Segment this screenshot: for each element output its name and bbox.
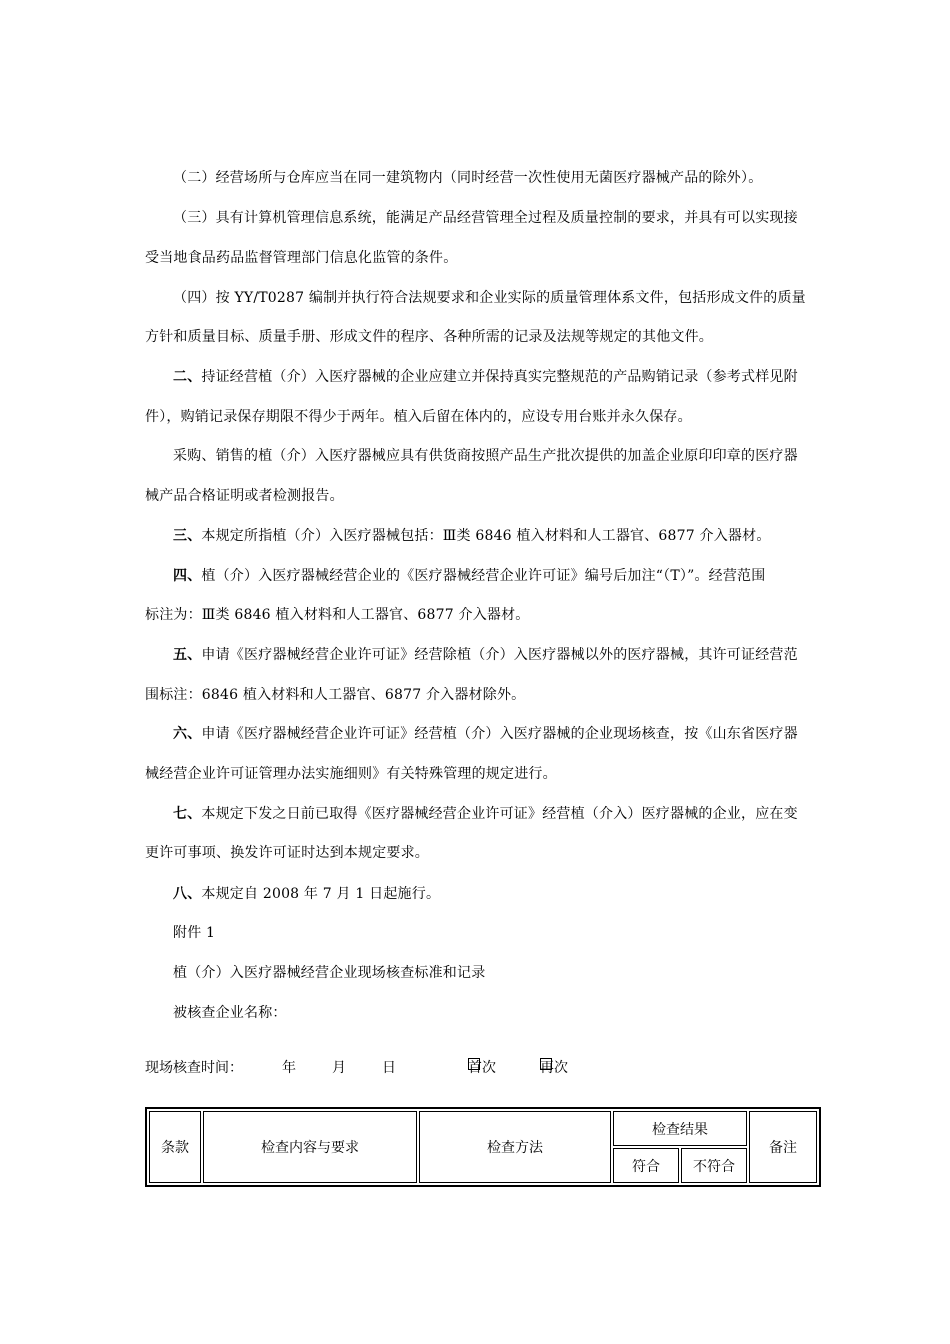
header-remark: 备注 xyxy=(749,1111,817,1183)
inspection-table xyxy=(145,1107,821,1187)
header-pass: 符合 xyxy=(613,1148,679,1183)
inspection-time-label: 现场核查时间： xyxy=(145,1060,243,1076)
inspection-time-row xyxy=(145,1058,810,1078)
first-inspection-label: 首次 xyxy=(468,1060,496,1076)
section-number: 三、 xyxy=(173,528,202,544)
section-3 xyxy=(173,526,838,546)
section-5-line-2: 围标注：6846 植入材料和人工器官、6877 介入器材除外。 xyxy=(145,687,526,703)
header-clause: 条款 xyxy=(149,1111,201,1183)
second-inspection-label: 再次 xyxy=(540,1060,568,1076)
section-number: 七、 xyxy=(173,806,202,822)
paragraph-3-line-1: （三）具有计算机管理信息系统，能满足产品经营管理全过程及质量控制的要求，并具有可以实现接 xyxy=(173,210,798,226)
section-8 xyxy=(173,884,838,904)
section-5-line-1 xyxy=(173,645,838,665)
header-method: 检查方法 xyxy=(419,1111,611,1183)
section-2-line-1 xyxy=(173,367,838,387)
paragraph-3-line-2: 受当地食品药品监督管理部门信息化监管的条件。 xyxy=(145,250,458,266)
paragraph-4-line-1: （四）按 YY/T0287 编制并执行符合法规要求和企业实际的质量管理体系文件，包括形成文件的质量 xyxy=(173,290,806,306)
section-4-line-2: 标注为：Ⅲ类 6846 植入材料和人工器官、6877 介入器材。 xyxy=(145,607,530,623)
section-number: 二、 xyxy=(173,369,202,385)
attachment-label: 附件 1 xyxy=(173,925,216,941)
section-text: 本规定自 2008 年 7 月 1 日起施行。 xyxy=(201,886,441,902)
section-6-line-2: 械经营企业许可证管理办法实施细则》有关特殊管理的规定进行。 xyxy=(145,766,557,782)
section-text: 本规定所指植（介）入医疗器械包括：Ⅲ类 6846 植入材料和人工器官、6877 介入器材。 xyxy=(201,528,771,544)
section-text: 持证经营植（介）入医疗器械的企业应建立并保持真实完整规范的产品购销记录（参考式样见附 xyxy=(201,369,798,385)
paragraph-4-line-2: 方针和质量目标、质量手册、形成文件的程序、各种所需的记录及法规等规定的其他文件。 xyxy=(145,329,713,345)
section-2-line-2: 件），购销记录保存期限不得少于两年。植入后留在体内的，应设专用台账并永久保存。 xyxy=(145,409,692,425)
section-number: 四、 xyxy=(173,568,202,584)
day-label: 日 xyxy=(382,1060,396,1076)
table-header-row xyxy=(149,1111,817,1146)
section-7-line-2: 更许可事项、换发许可证时达到本规定要求。 xyxy=(145,845,429,861)
section-text: 植（介）入医疗器械经营企业的《医疗器械经营企业许可证》编号后加注“（T）”。经营范围 xyxy=(201,568,766,584)
header-content: 检查内容与要求 xyxy=(203,1111,417,1183)
section-number: 六、 xyxy=(173,726,202,742)
header-fail: 不符合 xyxy=(681,1148,747,1183)
paragraph-2: （二）经营场所与仓库应当在同一建筑物内（同时经营一次性使用无菌医疗器械产品的除外）。 xyxy=(173,170,763,186)
section-number: 八、 xyxy=(173,886,202,902)
header-result: 检查结果 xyxy=(613,1111,747,1146)
section-text: 申请《医疗器械经营企业许可证》经营植（介）入医疗器械的企业现场核查，按《山东省医疗器 xyxy=(201,726,798,742)
section-text: 本规定下发之日前已取得《医疗器械经营企业许可证》经营植（介入）医疗器械的企业，应在变 xyxy=(201,806,798,822)
year-label: 年 xyxy=(282,1060,296,1076)
month-label: 月 xyxy=(332,1060,346,1076)
section-2b-line-1: 采购、销售的植（介）入医疗器械应具有供货商按照产品生产批次提供的加盖企业原印印章的医疗器 xyxy=(173,448,798,464)
section-6-line-1 xyxy=(173,724,838,744)
section-2b-line-2: 械产品合格证明或者检测报告。 xyxy=(145,488,344,504)
section-number: 五、 xyxy=(173,647,202,663)
section-4-line-1 xyxy=(173,566,838,586)
section-7-line-1 xyxy=(173,804,838,824)
company-name-label: 被核查企业名称： xyxy=(173,1005,287,1021)
attachment-title: 植（介）入医疗器械经营企业现场核查标准和记录 xyxy=(173,965,486,981)
section-text: 申请《医疗器械经营企业许可证》经营除植（介）入医疗器械以外的医疗器械，其许可证经营范 xyxy=(201,647,798,663)
